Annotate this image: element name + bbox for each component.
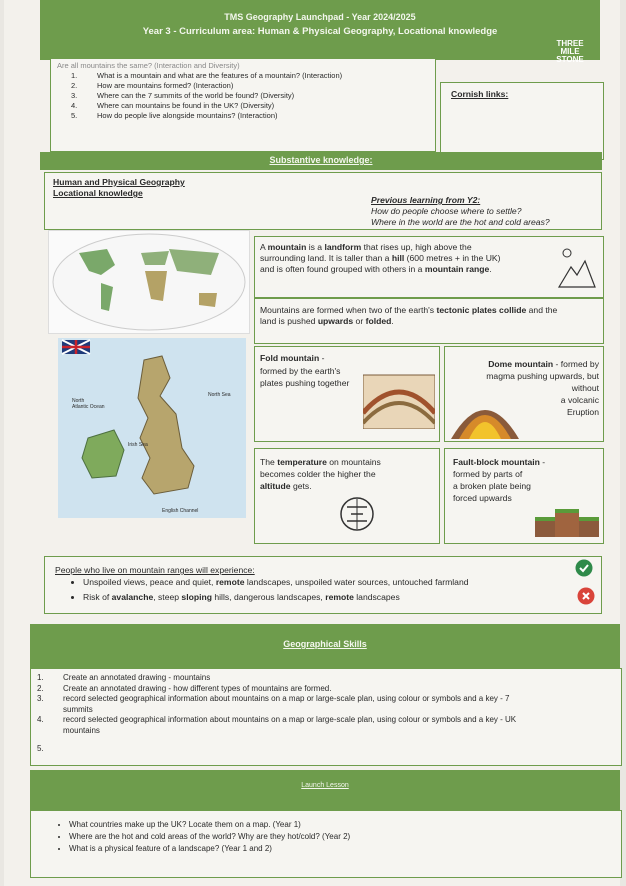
keyword-hill: hill <box>391 253 405 263</box>
launch-title: Launch Lesson <box>301 782 349 789</box>
world-map-graphic <box>49 231 249 333</box>
map-label-north-sea: North Sea <box>208 392 231 398</box>
previous-learning-title: Previous learning from Y2: <box>371 195 481 205</box>
fault-block-diagram <box>535 507 599 537</box>
skills-banner <box>30 624 620 668</box>
experience-title: People who live on mountain ranges will experience: <box>55 565 255 575</box>
dome-mountain-box: Dome mountain - formed by magma pushing upwards, but without a volcanic Eruption <box>444 346 604 442</box>
launch-item: • Where are the hot and cold areas of the world? Why are they hot/cold? (Year 2) <box>69 831 350 843</box>
question-item: 2. How are mountains formed? (Interaction) <box>71 81 234 90</box>
launch-item: • What is a physical feature of a landscape? (Year 1 and 2) <box>69 843 350 855</box>
keyword-tectonic-plates: tectonic plates collide <box>436 305 527 315</box>
enquiry-question: Are all mountains the same? (Interaction and Diversity) <box>57 61 240 70</box>
world-map <box>48 230 250 334</box>
header-subtitle: Year 3 - Curriculum area: Human & Physical Geography, Locational knowledge <box>142 26 498 37</box>
skill-item: 4. record selected geographical information about mountains on a map or large-scale plan, using colour or symbols and a key - UK <box>37 715 517 724</box>
cornish-links-box <box>440 82 604 160</box>
question-item: 4. Where can mountains be found in the UK? (Diversity) <box>71 101 275 110</box>
cross-icon <box>577 587 595 605</box>
tick-icon <box>575 559 593 577</box>
map-label-english-channel: English Channel <box>162 508 199 514</box>
launch-banner <box>30 770 620 810</box>
fold-mountain-diagram <box>363 367 435 429</box>
formation-box: Mountains are formed when two of the earth's tectonic plates collide and the land is pushed upwards or folded. <box>254 298 604 344</box>
thermometer-icon <box>339 489 375 539</box>
fold-mountain-box: Fold mountain - formed by the earth's plates pushing together <box>254 346 440 442</box>
experience-box <box>44 556 602 614</box>
question-item: 5. How do people live alongside mountains? (Interaction) <box>71 111 278 120</box>
map-label-irish-sea: Irish Sea <box>128 442 148 448</box>
mountain-definition-box: A mountain is a landform that rises up, high above the surrounding land. It is taller than a hill (600 metres + in the UK) and is often found grouped with others in a mountain range. <box>254 236 604 298</box>
experience-negative: • Risk of avalanche, steep sloping hills, dangerous landscapes, remote landscapes <box>83 592 603 603</box>
skill-item: 1. Create an annotated drawing - mountains <box>37 673 211 682</box>
skill-item: 3. record selected geographical information about mountains on a map or large-scale plan, using colour or symbols and a key - 7 <box>37 694 510 703</box>
keyword-altitude: altitude <box>260 481 291 491</box>
uk-map <box>58 338 246 518</box>
curriculum-page <box>4 0 620 886</box>
question-item: 3. Where can the 7 summits of the world be found? (Diversity) <box>71 91 295 100</box>
skills-box: 1. Create an annotated drawing - mountains 2. Create an annotated drawing - how different types of mountains are formed. 3. record selected geographical information about mountains on a map or large-scale plan, using colour or symbols and a key - 7 summits 4. record selected geographical information about mountains on a map or large-scale plan, using colour or symbols and a key - UK mountains 5. <box>30 668 622 766</box>
uk-map-graphic <box>58 338 246 518</box>
mountain-sun-icon <box>557 243 597 291</box>
substantive-title: Substantive knowledge: <box>269 155 373 165</box>
school-logo: THREE MILE STONE <box>556 39 584 64</box>
keyword-landform: landform <box>324 242 362 252</box>
cornish-links-title: Cornish links: <box>451 89 509 99</box>
dome-mountain-diagram <box>451 387 519 439</box>
enquiry-questions-box <box>50 58 436 152</box>
launch-box <box>30 810 622 878</box>
skill-item: 2. Create an annotated drawing - how different types of mountains are formed. <box>37 683 332 693</box>
area-box: Human and Physical Geography Locational knowledge Previous learning from Y2: How do people choose where to settle? Where in the world are the hot and cold areas? <box>44 172 602 230</box>
keyword-range: mountain range <box>424 264 490 274</box>
temperature-box: The temperature on mountains becomes colder the higher the altitude gets. <box>254 448 440 544</box>
launch-item: • What countries make up the UK? Locate them on a map. (Year 1) <box>69 819 350 831</box>
keyword-temperature: temperature <box>277 457 327 467</box>
skill-item: 5. <box>37 744 44 753</box>
substantive-banner <box>40 152 602 170</box>
header-banner <box>40 0 600 64</box>
question-item: 1. What is a mountain and what are the features of a mountain? (Interaction) <box>71 71 343 80</box>
header-title: TMS Geography Launchpad - Year 2024/2025 <box>224 12 416 22</box>
skills-title: Geographical Skills <box>283 639 367 649</box>
experience-positive: • Unspoiled views, peace and quiet, remote landscapes, unspoiled water sources, untouched farmland <box>83 577 603 588</box>
fault-block-box: Fault-block mountain - formed by parts of a broken plate being forced upwards <box>444 448 604 544</box>
map-label-atlantic: North Atlantic Ocean <box>72 398 105 410</box>
keyword-mountain: mountain <box>267 242 307 252</box>
